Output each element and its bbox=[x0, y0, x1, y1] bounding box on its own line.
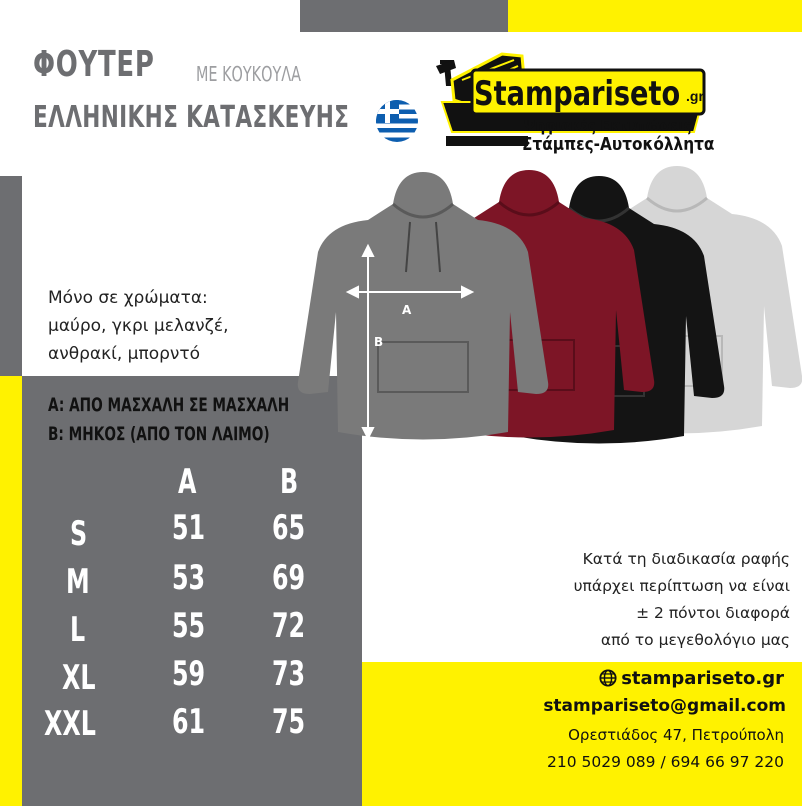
note-line-3: ± 2 πόντοι διαφορά bbox=[636, 604, 790, 622]
table-size-cell: XL bbox=[62, 658, 96, 698]
globe-icon bbox=[599, 669, 617, 687]
greek-flag-icon bbox=[376, 100, 418, 142]
label-b: B bbox=[374, 335, 384, 349]
legend-a: A: ΑΠΟ ΜΑΣΧΑΛΗ ΣΕ ΜΑΣΧΑΛΗ bbox=[48, 394, 290, 416]
contact-address: Ορεστιάδος 47, Πετρούπολη bbox=[568, 726, 784, 744]
table-a-cell: 59 bbox=[172, 654, 206, 694]
page-title: ΦΟΥΤΕΡ bbox=[33, 44, 155, 85]
contact-website[interactable] bbox=[599, 668, 784, 689]
table-b-cell: 73 bbox=[272, 654, 306, 694]
contact-email[interactable]: stampariseto@gmail.com bbox=[543, 696, 786, 716]
note-line-1: Κατά τη διαδικασία ραφής bbox=[582, 550, 790, 568]
top-yellow-bar bbox=[508, 0, 802, 32]
table-b-cell: 72 bbox=[272, 606, 306, 646]
colors-line-3: ανθρακί, μπορντό bbox=[48, 344, 201, 364]
table-size-cell: L bbox=[70, 610, 86, 650]
contact-phone[interactable]: 210 5029 089 / 694 66 97 220 bbox=[547, 753, 784, 771]
table-a-cell: 55 bbox=[172, 606, 206, 646]
table-header-a: A bbox=[178, 462, 197, 502]
left-gray-strip bbox=[0, 176, 22, 376]
logo-tld: .gr bbox=[686, 88, 704, 104]
table-a-cell: 61 bbox=[172, 702, 206, 742]
hoodies-illustration bbox=[296, 156, 802, 446]
note-line-2: υπάρχει περίπτωση να είναι bbox=[573, 577, 790, 595]
label-a: A bbox=[402, 303, 412, 317]
left-yellow-strip bbox=[0, 376, 22, 806]
table-b-cell: 75 bbox=[272, 702, 306, 742]
table-b-cell: 65 bbox=[272, 508, 306, 548]
table-b-cell: 69 bbox=[272, 558, 306, 598]
table-a-cell: 53 bbox=[172, 558, 206, 598]
logo-tagline-1: Ψηφιακές Εκτυπώσεις bbox=[524, 116, 692, 135]
colors-line-2: μαύρο, γκρι μελανζέ, bbox=[48, 316, 229, 336]
note-line-4: από το μεγεθολόγιο μας bbox=[600, 631, 790, 649]
table-size-cell: S bbox=[70, 514, 88, 554]
top-gray-bar bbox=[300, 0, 508, 32]
table-a-cell: 51 bbox=[172, 508, 206, 548]
website-text: stampariseto.gr bbox=[621, 668, 784, 689]
table-header-b: B bbox=[280, 462, 299, 502]
legend-b: B: ΜΗΚΟΣ (ΑΠΟ ΤΟΝ ΛΑΙΜΟ) bbox=[48, 423, 270, 445]
page-title-line2: ΕΛΛΗΝΙΚΗΣ ΚΑΤΑΣΚΕΥΗΣ bbox=[33, 100, 350, 135]
table-size-cell: M bbox=[66, 562, 90, 602]
table-size-cell: XXL bbox=[44, 704, 96, 744]
page-subtitle: ΜΕ ΚΟΥΚΟΥΛΑ bbox=[196, 62, 301, 86]
colors-line-1: Μόνο σε χρώματα: bbox=[48, 288, 208, 308]
logo-tagline-2: Στάμπες-Αυτοκόλλητα bbox=[522, 134, 715, 155]
logo-name: Stampariseto bbox=[474, 74, 681, 114]
